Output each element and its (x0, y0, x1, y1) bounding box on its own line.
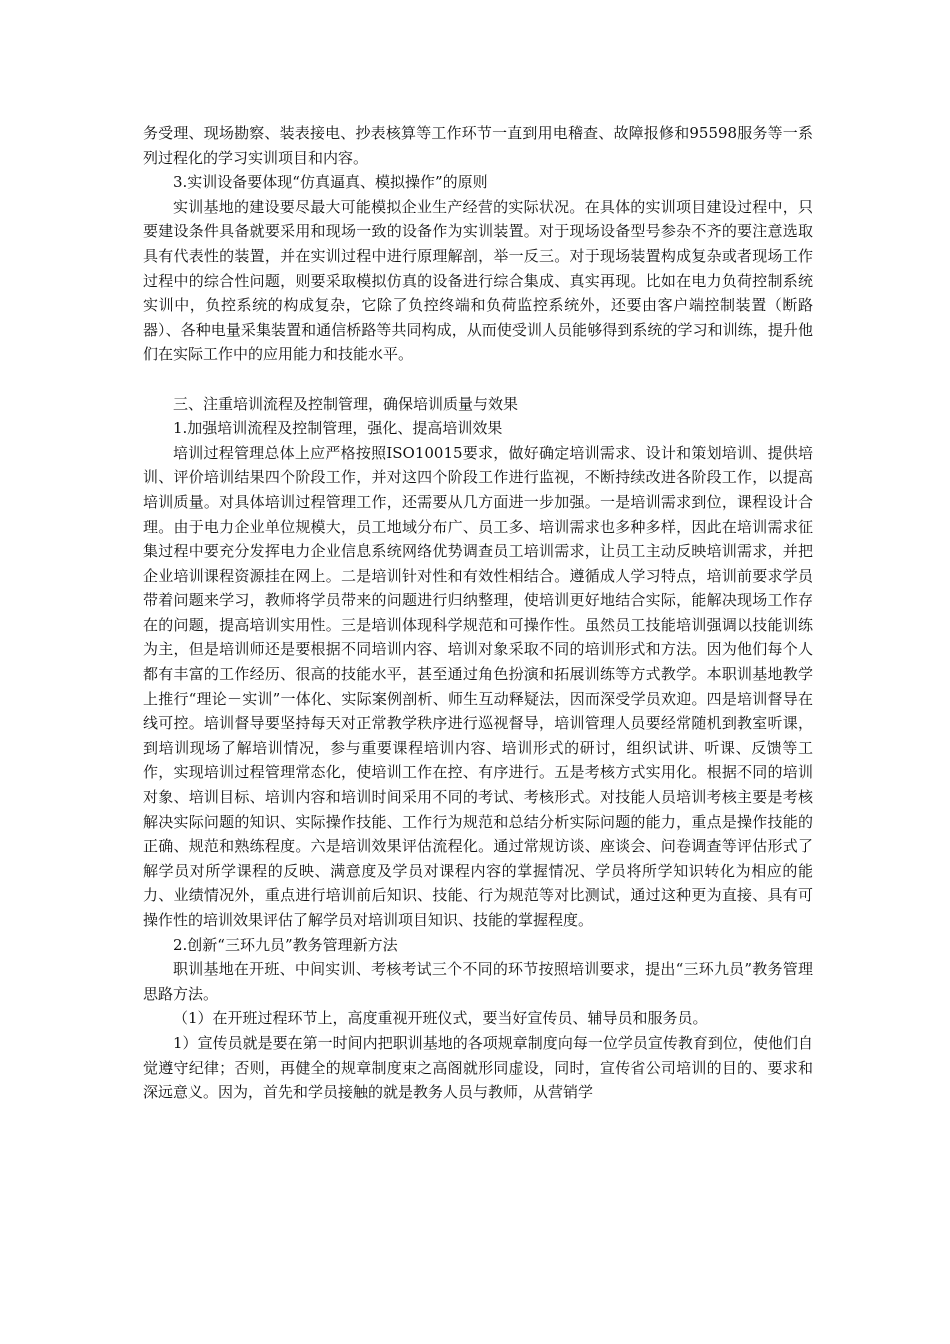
subheading-2: 2.创新“三环九员”教务管理新方法 (173, 935, 398, 954)
paragraph-opening-stage: （1）在开班过程环节上，高度重视开班仪式，要当好宣传员、辅导员和服务员。 (173, 1009, 708, 1028)
section-heading-3: 三、注重培训流程及控制管理，确保培训质量与效果 (173, 394, 519, 413)
subheading-1: 1.加强培训流程及控制管理，强化、提高培训效果 (173, 419, 503, 438)
paragraph-continuation: 务受理、现场勘察、装表接电、抄表核算等工作环节一直到用电稽查、故障报修和95598服务等一系列过程化的学习实训项目和内容。 (143, 124, 813, 167)
paragraph-equipment: 实训基地的建设要尽最大可能模拟企业生产经营的实际状况。在具体的实训项目建设过程中，只要建设条件具备就要采用和现场一致的设备作为实训装置。对于现场设备型号参杂不齐的要注意选取具有代表性的装置，并在实训过程中进行原理解剖，举一反三。对于现场装置构成复杂或者现场工作过程中的综合性问题，则要采取模拟仿真的设备进行综合集成、真实再现。比如在电力负荷控制系统实训中，负控系统的构成复杂，它除了负控终端和负荷监控系统外，还要由客户端控制装置（断路器）、各种电量采集装置和通信桥路等共同构成，从而使受训人员能够得到系统的学习和训练，提升他们在实际工作中的应用能力和技能水平。 (143, 197, 813, 364)
paragraph-three-rings: 职训基地在开班、中间实训、考核考试三个不同的环节按照培训要求，提出“三环九员”教务管理思路方法。 (143, 960, 813, 1003)
blank-line (143, 367, 813, 392)
subheading-3: 3.实训设备要体现“仿真逼真、模拟操作”的原则 (173, 173, 488, 192)
document-body (143, 121, 813, 1105)
paragraph-training-process: 培训过程管理总体上应严格按照ISO10015要求，做好确定培训需求、设计和策划培训、提供培训、评价培训结果四个阶段工作，并对这四个阶段工作进行监视，不断持续改进各阶段工作，以提高培训质量。对具体培训过程管理工作，还需要从几方面进一步加强。一是培训需求到位，课程设计合理。由于电力企业单位规模大，员工地域分布广、员工多、培训需求也多种多样，因此在培训需求征集过程中要充分发挥电力企业信息系统网络优势调查员工培训需求，让员工主动反映培训需求，并把企业培训课程资源挂在网上。二是培训针对性和有效性相结合。遵循成人学习特点，培训前要求学员带着问题来学习，教师将学员带来的问题进行归纳整理，使培训更好地结合实际，能解决现场工作存在的问题，提高培训实用性。三是培训体现科学规范和可操作性。虽然员工技能培训强调以技能训练为主，但是培训师还是要根据不同培训内容、培训对象采取不同的培训形式和方法。因为他们每个人都有丰富的工作经历、很高的技能水平，甚至通过角色扮演和拓展训练等方式教学。本职训基地教学上推行“理论－实训”一体化、实际案例剖析、师生互动释疑法，因而深受学员欢迎。四是培训督导在线可控。培训督导要坚持每天对正常教学秩序进行巡视督导，培训管理人员要经常随机到教室听课，到培训现场了解培训情况，参与重要课程培训内容、培训形式的研讨，组织试讲、听课、反馈等工作，实现培训过程管理常态化，使培训工作在控、有序进行。五是考核方式实用化。根据不同的培训对象、培训目标、培训内容和培训时间采用不同的考试、考核形式。对技能人员培训考核主要是考核解决实际问题的知识、实际操作技能、工作行为规范和总结分析实际问题的能力，重点是操作技能的正确、规范和熟练程度。六是培训效果评估流程化。通过常规访谈、座谈会、问卷调查等评估形式了解学员对所学课程的反映、满意度及学员对课程内容的掌握情况、学员将所学知识转化为相应的能力、业绩情况外，重点进行培训前后知识、技能、行为规范等对比测试，通过这种更为直接、具有可操作性的培训效果评估了解学员对培训项目知识、技能的掌握程度。 (143, 443, 813, 929)
paragraph-publicist: 1）宣传员就是要在第一时间内把职训基地的各项规章制度向每一位学员宣传教育到位，使他们自觉遵守纪律；否则，再健全的规章制度束之高阁就形同虚设，同时，宣传省公司培训的目的、要求和深远意义。因为，首先和学员接触的就是教务人员与教师，从营销学 (143, 1033, 813, 1102)
